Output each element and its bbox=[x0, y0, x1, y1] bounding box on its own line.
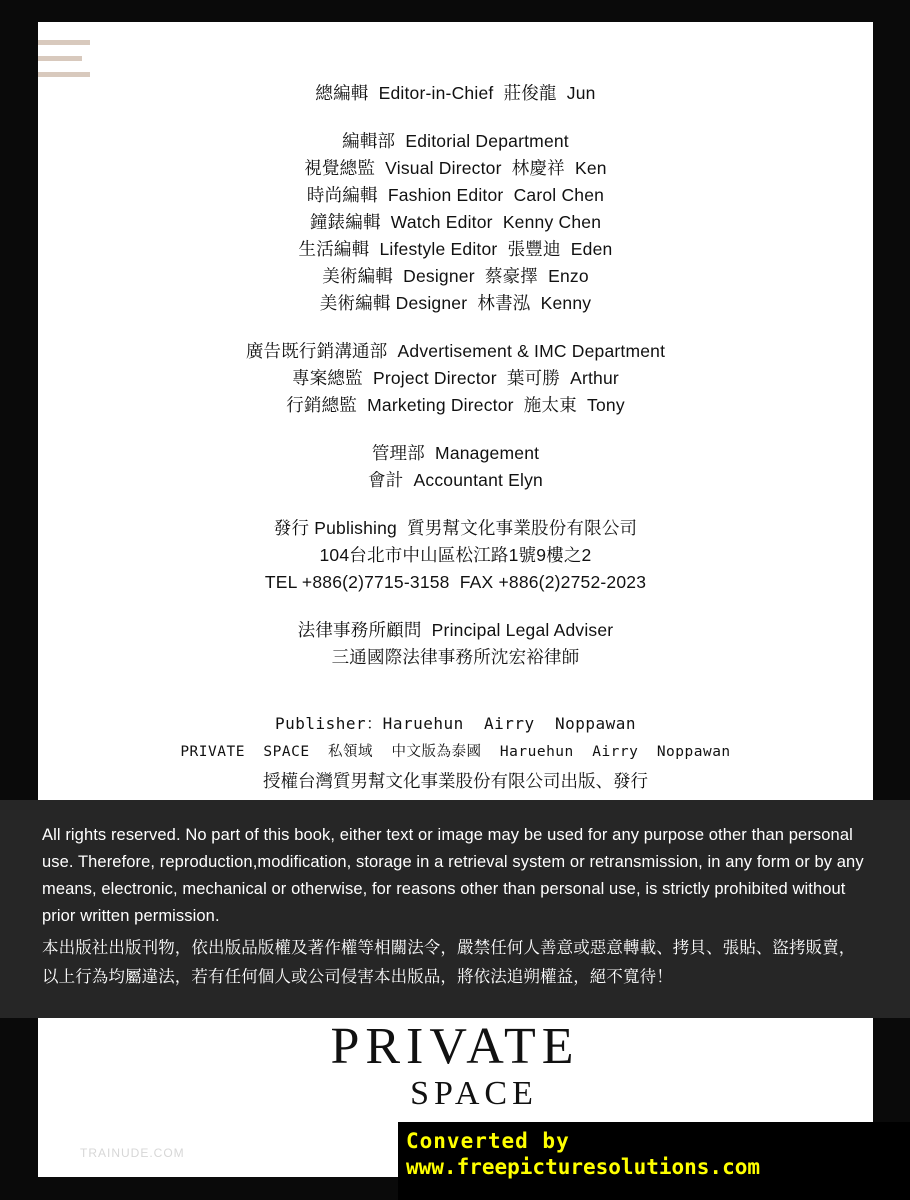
decorative-bar-3 bbox=[38, 72, 90, 77]
rights-notice bbox=[0, 800, 910, 1018]
masthead-credits bbox=[38, 80, 873, 796]
credit-line: 鐘錶編輯 Watch Editor Kenny Chen bbox=[309, 212, 602, 232]
decorative-bar-2 bbox=[38, 56, 82, 61]
decorative-bar-1 bbox=[38, 40, 90, 45]
credit-line: 時尚編輯 Fashion Editor Carol Chen bbox=[306, 185, 605, 205]
credit-line: 總編輯 Editor-in-Chief 莊俊龍 Jun bbox=[315, 83, 596, 103]
credit-line: 廣告既行銷溝通部 Advertisement & IMC Department bbox=[245, 341, 666, 361]
license-line: PRIVATE SPACE 私領域 中文版為泰國 Haruehun Airry Noppawan bbox=[180, 744, 731, 760]
converted-watermark bbox=[406, 1128, 760, 1180]
private-space-logo bbox=[0, 1020, 910, 1114]
credit-line: 視覺總監 Visual Director 林慶祥 Ken bbox=[304, 158, 607, 178]
rights-english: All rights reserved. No part of this book, either text or image may be used for any purpose other than personal use. Therefore, reproduction,modification, storage in a retrieval system or retransmission, in any form or by any means, electronic, mechanical or otherwise, for reasons other than personal use, is strictly prohibited without prior written permission. bbox=[42, 826, 864, 925]
credit-spacer bbox=[38, 671, 873, 691]
credit-line: 編輯部 Editorial Department bbox=[342, 131, 569, 151]
credit-spacer bbox=[38, 596, 873, 617]
credit-line: 三通國際法律事務所沈宏裕律師 bbox=[331, 647, 580, 667]
credit-line: 美術編輯 Designer 林書泓 Kenny bbox=[319, 293, 592, 313]
license-line-2: 授權台灣質男幫文化事業股份有限公司出版、發行 bbox=[263, 771, 648, 791]
credit-line: 美術編輯 Designer 蔡豪擇 Enzo bbox=[322, 266, 589, 286]
credit-line: TEL +886(2)7715-3158 FAX +886(2)2752-2023 bbox=[264, 572, 647, 592]
credit-line: 104台北市中山區松江路1號9樓之2 bbox=[319, 545, 592, 565]
credit-line: 生活編輯 Lifestyle Editor 張豐迪 Eden bbox=[298, 239, 613, 259]
credit-line: 專案總監 Project Director 葉可勝 Arthur bbox=[292, 368, 619, 388]
converted-by-text: Converted by bbox=[406, 1129, 570, 1153]
converted-url: www.freepicturesolutions.com bbox=[406, 1155, 761, 1179]
faint-watermark: TRAINUDE.COM bbox=[80, 1146, 185, 1160]
rights-chinese: 本出版社出版刊物，依出版品版權及著作權等相關法令，嚴禁任何人善意或惡意轉載、拷貝、張貼、盜拷販賣，以上行為均屬違法，若有任何個人或公司侵害本出版品，將依法追朔權益，絕不寬待！ bbox=[42, 939, 856, 986]
credit-line: 發行 Publishing 質男幫文化事業股份有限公司 bbox=[273, 518, 638, 538]
credit-spacer bbox=[38, 317, 873, 338]
credit-line: 會計 Accountant Elyn bbox=[368, 470, 543, 490]
credit-line: 管理部 Management bbox=[371, 443, 540, 463]
logo-word-space: SPACE bbox=[410, 1075, 538, 1112]
credit-spacer bbox=[38, 419, 873, 440]
logo-word-private: PRIVATE bbox=[330, 1018, 580, 1075]
credit-line: 法律事務所顧問 Principal Legal Adviser bbox=[297, 620, 614, 640]
credit-line: 行銷總監 Marketing Director 施太東 Tony bbox=[286, 395, 625, 415]
publisher-line: Publisher：Haruehun Airry Noppawan bbox=[274, 714, 637, 733]
credit-spacer bbox=[38, 107, 873, 128]
credit-spacer bbox=[38, 494, 873, 515]
